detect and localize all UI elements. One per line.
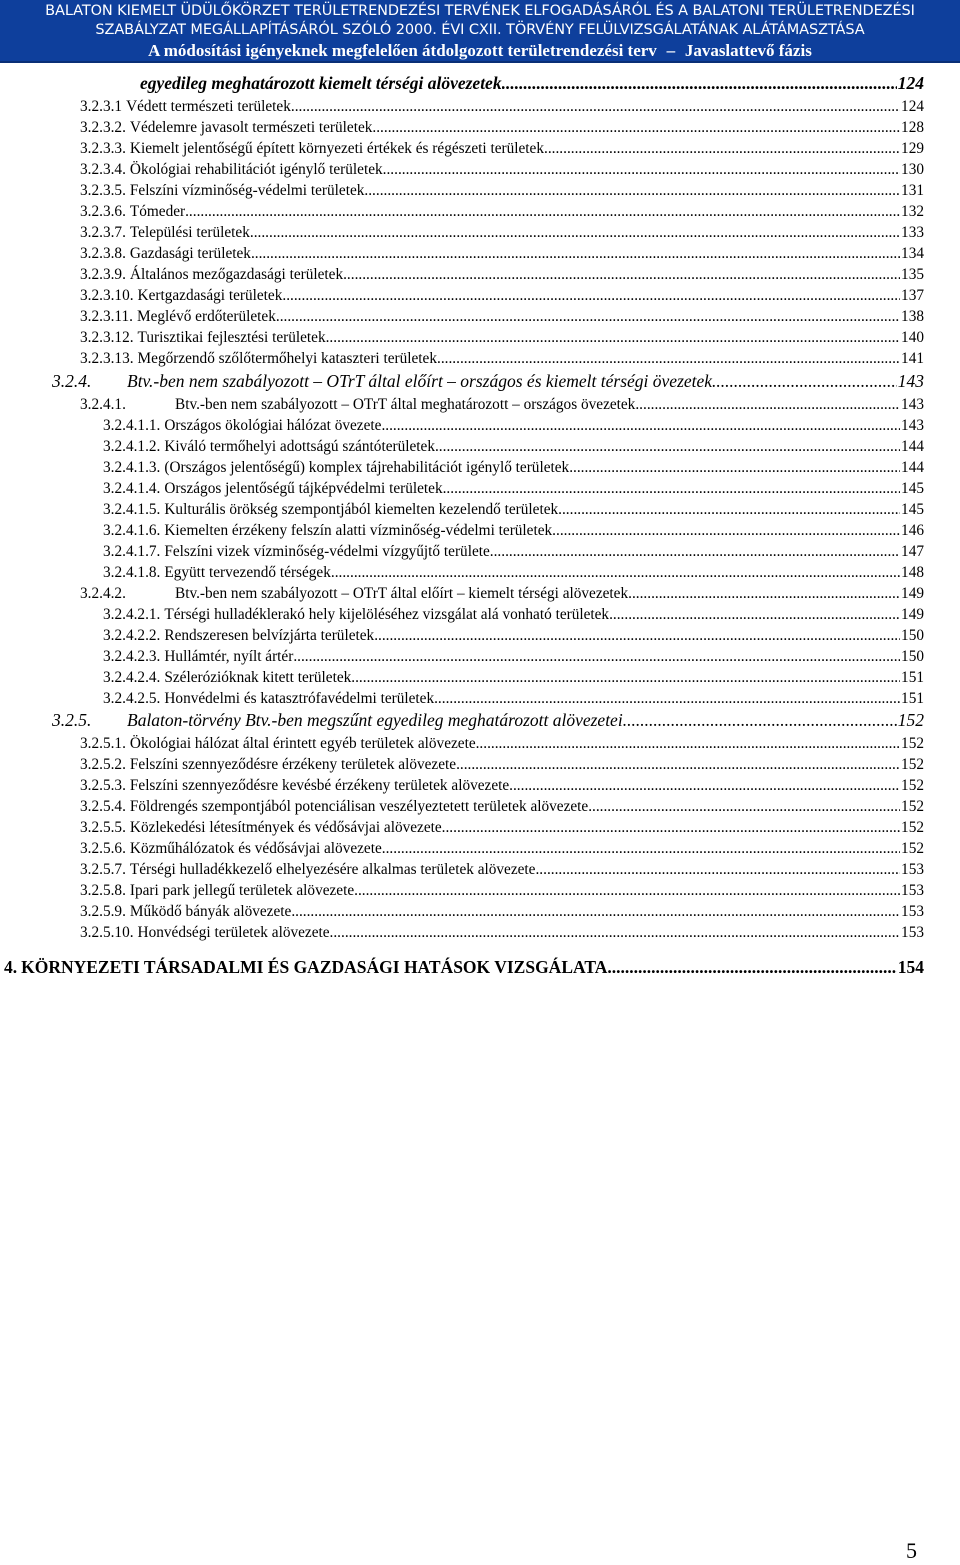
toc-entry-title: Országos jelentőségű tájképvédelmi területek bbox=[164, 480, 443, 497]
toc-leader-dots bbox=[185, 201, 900, 222]
toc-leader-dots bbox=[276, 306, 900, 327]
toc-entry-text bbox=[80, 817, 442, 838]
toc-entry-text bbox=[80, 222, 250, 243]
toc-leader-dots bbox=[434, 688, 900, 709]
toc-entry-title: Felszíni szennyeződésre érzékeny területek alövezete bbox=[129, 756, 457, 773]
toc-leader-dots bbox=[437, 348, 900, 369]
toc-entry-text bbox=[4, 956, 607, 979]
toc-entry-page: 130 bbox=[901, 161, 924, 178]
toc-leader-dots bbox=[435, 436, 900, 457]
toc-entry-page: 145 bbox=[901, 501, 924, 518]
toc-entry-number: 3.2.4.2.5. bbox=[103, 690, 161, 707]
toc-entry-number: 3.2.5.4. bbox=[80, 798, 126, 815]
toc-entry-text bbox=[103, 499, 558, 520]
toc-entry-title: Védett természeti területek bbox=[126, 98, 291, 115]
toc-entry-page: 153 bbox=[901, 861, 924, 878]
toc-entry-number: 3.2.3.6. bbox=[80, 203, 126, 220]
toc-leader-dots bbox=[374, 625, 900, 646]
document-header bbox=[0, 0, 960, 63]
toc-entry[interactable] bbox=[103, 520, 924, 541]
toc-entry-text bbox=[80, 138, 544, 159]
toc-entry-number: 3.2.3.9. bbox=[80, 266, 126, 283]
toc-entry-number: 3.2.4.2.3. bbox=[103, 648, 161, 665]
toc-entry-title: Meglévő erdőterületek bbox=[136, 308, 276, 325]
toc-entry[interactable] bbox=[80, 394, 924, 415]
toc-entry-page: 124 bbox=[901, 98, 924, 115]
toc-entry-title: Közlekedési létesítmények és védősávjai alövezete bbox=[129, 819, 442, 836]
toc-entry-title: Térségi hulladéklerakó hely kijelöléséhez vizsgálat alá vonható területek bbox=[164, 606, 610, 623]
toc-entry-title: Turisztikai fejlesztési területek bbox=[137, 329, 326, 346]
toc-entry[interactable] bbox=[103, 667, 924, 688]
toc-leader-dots bbox=[502, 72, 897, 95]
toc-leader-dots bbox=[372, 117, 900, 138]
toc-entry-number: 3.2.3.10. bbox=[80, 287, 134, 304]
toc-entry[interactable] bbox=[80, 117, 924, 138]
toc-leader-dots bbox=[442, 817, 900, 838]
toc-leader-dots bbox=[456, 754, 900, 775]
toc-entry-page: 134 bbox=[901, 245, 924, 262]
toc-entry-title: Felszíni vízminőség-védelmi területek bbox=[129, 182, 365, 199]
page-number: 5 bbox=[906, 1538, 917, 1563]
toc-entry-number: 3.2.3.11. bbox=[80, 308, 133, 325]
toc-entry-text bbox=[103, 541, 490, 562]
toc-entry-text bbox=[80, 901, 291, 922]
toc-entry-number: 3.2.3.1 bbox=[80, 98, 123, 115]
toc-leader-dots bbox=[609, 604, 900, 625]
toc-entry-title: Balaton-törvény Btv.-ben megszűnt egyedileg meghatározott alövezetei bbox=[127, 710, 623, 730]
toc-entry-title: Együtt tervezendő térségek bbox=[164, 564, 331, 581]
toc-entry-text bbox=[80, 201, 185, 222]
toc-entry[interactable] bbox=[80, 817, 924, 838]
toc-leader-dots bbox=[569, 457, 900, 478]
toc-entry-page: 149 bbox=[901, 585, 924, 602]
toc-entry-text bbox=[80, 264, 343, 285]
toc-entry-number: 3.2.5.2. bbox=[80, 756, 126, 773]
toc-entry-text bbox=[103, 562, 331, 583]
toc-leader-dots bbox=[607, 956, 896, 979]
toc-entry[interactable] bbox=[103, 436, 924, 457]
toc-entry-page: 124 bbox=[897, 73, 924, 93]
toc-entry-title: Közműhálózatok és védősávjai alövezete bbox=[129, 840, 382, 857]
toc-entry-page: 144 bbox=[901, 438, 924, 455]
toc-leader-dots bbox=[326, 327, 900, 348]
toc-entry-number: 3.2.3.12. bbox=[80, 329, 134, 346]
toc-entry-title: Kertgazdasági területek bbox=[137, 287, 283, 304]
toc-entry-title: Országos ökológiai hálózat övezete bbox=[164, 417, 382, 434]
toc-entry-text bbox=[52, 370, 712, 393]
toc-entry-number: 3.2.3.13. bbox=[80, 350, 134, 367]
toc-leader-dots bbox=[364, 180, 900, 201]
toc-entry-title: Általános mezőgazdasági területek bbox=[129, 266, 344, 283]
toc-entry-number: 4. bbox=[4, 957, 18, 977]
toc-entry[interactable] bbox=[103, 688, 924, 709]
toc-entry-title: Szélerózióknak kitett területek bbox=[164, 669, 352, 686]
toc-entry-number: 3.2.5.3. bbox=[80, 777, 126, 794]
toc-entry-number: 3.2.5.7. bbox=[80, 861, 126, 878]
toc-entry-page: 154 bbox=[897, 957, 924, 977]
toc-entry-text bbox=[103, 667, 351, 688]
toc-entry-page: 143 bbox=[901, 417, 924, 434]
toc-entry-title: Gazdasági területek bbox=[129, 245, 251, 262]
toc-entry-page: 148 bbox=[901, 564, 924, 581]
toc-entry-text bbox=[103, 520, 552, 541]
toc-entry-text bbox=[80, 796, 588, 817]
toc-leader-dots bbox=[331, 562, 900, 583]
toc-entry-page: 140 bbox=[901, 329, 924, 346]
toc-entry-text bbox=[80, 285, 282, 306]
toc-leader-dots bbox=[623, 709, 897, 732]
toc-entry[interactable] bbox=[80, 180, 924, 201]
toc-entry[interactable] bbox=[80, 733, 924, 754]
toc-entry-title: egyedileg meghatározott kiemelt térségi alövezetek bbox=[140, 73, 502, 93]
toc-entry[interactable] bbox=[80, 859, 924, 880]
toc-entry-text bbox=[80, 159, 383, 180]
toc-entry-title: Kiemelten érzékeny felszín alatti vízminőség-védelmi területek bbox=[164, 522, 553, 539]
toc-entry-title: Btv.-ben nem szabályozott – OTrT által meghatározott – országos övezetek bbox=[175, 396, 636, 413]
toc-entry-title: Felszíni szennyeződésre kevésbé érzékeny területek alövezete bbox=[129, 777, 510, 794]
toc-entry-title: (Országos jelentőségű) komplex tájrehabilitációt igénylő területek bbox=[164, 459, 570, 476]
toc-entry-page: 144 bbox=[901, 459, 924, 476]
toc-entry[interactable] bbox=[80, 775, 924, 796]
header-line-3 bbox=[0, 40, 960, 61]
toc-entry-text bbox=[80, 754, 456, 775]
toc-entry-page: 143 bbox=[897, 371, 924, 391]
toc-leader-dots bbox=[354, 880, 900, 901]
header-plan-title: A módosítási igényeknek megfelelően átdolgozott területrendezési terv bbox=[148, 41, 657, 60]
header-phase: Javaslattevő fázis bbox=[684, 41, 812, 60]
toc-leader-dots bbox=[552, 520, 900, 541]
toc-entry-title: Btv.-ben nem szabályozott – OTrT által előírt – kiemelt térségi alövezetek bbox=[175, 585, 629, 602]
toc-entry[interactable] bbox=[80, 264, 924, 285]
toc-entry-text bbox=[80, 775, 509, 796]
toc-entry-number: 3.2.4.1.5. bbox=[103, 501, 161, 518]
toc-entry-number: 3.2.5.6. bbox=[80, 840, 126, 857]
toc-entry-page: 152 bbox=[897, 710, 924, 730]
toc-entry[interactable] bbox=[80, 754, 924, 775]
toc-entry-page: 153 bbox=[901, 903, 924, 920]
toc-entry[interactable] bbox=[103, 499, 924, 520]
toc-entry-text bbox=[80, 327, 326, 348]
toc-entry-page: 152 bbox=[901, 777, 924, 794]
toc-entry[interactable] bbox=[80, 222, 924, 243]
toc-entry-page: 149 bbox=[901, 606, 924, 623]
toc-entry-page: 153 bbox=[901, 924, 924, 941]
toc-entry-title: Megőrzendő szőlőtermőhelyi kataszteri területek bbox=[137, 350, 437, 367]
toc-leader-dots bbox=[558, 499, 900, 520]
toc-entry-title: Honvédelmi és katasztrófavédelmi területek bbox=[164, 690, 435, 707]
toc-entry-title: Kulturális örökség szempontjából kiemelten kezelendő területek bbox=[164, 501, 559, 518]
toc-entry-text bbox=[80, 243, 251, 264]
toc-entry-text bbox=[103, 625, 374, 646]
toc-leader-dots bbox=[351, 667, 900, 688]
toc-entry-number: 3.2.4.1.4. bbox=[103, 480, 161, 497]
toc-entry-number: 3.2.3.8. bbox=[80, 245, 126, 262]
toc-entry-text bbox=[80, 838, 382, 859]
toc-entry[interactable] bbox=[80, 243, 924, 264]
toc-entry-page: 152 bbox=[901, 840, 924, 857]
toc-entry-title: Tómeder bbox=[129, 203, 186, 220]
toc-entry-page: 151 bbox=[901, 669, 924, 686]
toc-entry-title: Működő bányák alövezete bbox=[129, 903, 292, 920]
toc-entry-title: Védelemre javasolt természeti területek bbox=[129, 119, 373, 136]
toc-entry-page: 150 bbox=[901, 627, 924, 644]
header-separator: – bbox=[666, 41, 676, 60]
toc-entry-text bbox=[103, 478, 443, 499]
toc-entry[interactable] bbox=[52, 709, 924, 732]
toc-entry[interactable] bbox=[80, 796, 924, 817]
toc-entry[interactable] bbox=[103, 646, 924, 667]
toc-entry-title: Ökológiai hálózat által érintett egyéb területek alövezete bbox=[129, 735, 476, 752]
toc-entry-number: 3.2.4.1.7. bbox=[103, 543, 161, 560]
toc-entry-number: 3.2.4.1.3. bbox=[103, 459, 161, 476]
toc-entry[interactable] bbox=[80, 138, 924, 159]
toc-entry[interactable] bbox=[80, 348, 924, 369]
toc-entry-page: 150 bbox=[901, 648, 924, 665]
toc-entry-page: 151 bbox=[901, 690, 924, 707]
toc-leader-dots bbox=[282, 285, 900, 306]
toc-entry-text bbox=[80, 306, 276, 327]
toc-entry-number: 3.2.5. bbox=[52, 710, 92, 730]
toc-entry-text bbox=[80, 96, 291, 117]
toc-entry-page: 152 bbox=[901, 798, 924, 815]
toc-entry[interactable] bbox=[52, 370, 924, 393]
toc-entry-text bbox=[80, 180, 364, 201]
toc-entry-title: Btv.-ben nem szabályozott – OTrT által előírt – országos és kiemelt térségi övezetek bbox=[127, 371, 713, 391]
toc-entry-text bbox=[140, 72, 502, 95]
toc-entry-number: 3.2.4.2.2. bbox=[103, 627, 161, 644]
toc-entry-page: 146 bbox=[901, 522, 924, 539]
toc-entry-text bbox=[80, 117, 372, 138]
toc-entry-title: Kiváló termőhelyi adottságú szántóterületek bbox=[164, 438, 435, 455]
toc-leader-dots bbox=[476, 733, 900, 754]
toc-entry[interactable] bbox=[80, 306, 924, 327]
toc-entry-page: 152 bbox=[901, 819, 924, 836]
toc-entry-page: 141 bbox=[901, 350, 924, 367]
toc-entry-number: 3.2.4.2. bbox=[80, 585, 126, 602]
toc-leader-dots bbox=[330, 922, 901, 943]
toc-entry-number: 3.2.5.1. bbox=[80, 735, 126, 752]
toc-entry-page: 137 bbox=[901, 287, 924, 304]
toc-entry[interactable] bbox=[4, 956, 924, 979]
toc-entry-title: Ipari park jellegű területek alövezete bbox=[129, 882, 355, 899]
toc-entry[interactable] bbox=[103, 604, 924, 625]
toc-entry[interactable] bbox=[80, 201, 924, 222]
toc-leader-dots bbox=[293, 646, 900, 667]
toc-entry[interactable] bbox=[80, 880, 924, 901]
toc-entry[interactable] bbox=[103, 625, 924, 646]
toc-leader-dots bbox=[443, 478, 900, 499]
toc-entry-number: 3.2.5.10. bbox=[80, 924, 134, 941]
toc-entry-text bbox=[103, 688, 434, 709]
toc-entry-page: 133 bbox=[901, 224, 924, 241]
toc-leader-dots bbox=[635, 394, 900, 415]
toc-entry-number: 3.2.3.5. bbox=[80, 182, 126, 199]
toc-entry-text bbox=[103, 415, 381, 436]
toc-entry[interactable] bbox=[80, 838, 924, 859]
toc-leader-dots bbox=[291, 96, 900, 117]
toc-entry-text bbox=[103, 436, 435, 457]
toc-entry-number: 3.2.5.8. bbox=[80, 882, 126, 899]
toc-entry-title: Kiemelt jelentőségű épített környezeti értékek és régészeti területek bbox=[129, 140, 544, 157]
toc-entry-title: Honvédségi területek alövezete bbox=[137, 924, 330, 941]
toc-entry-page: 143 bbox=[901, 396, 924, 413]
toc-entry[interactable] bbox=[80, 901, 924, 922]
toc-entry-text bbox=[80, 733, 476, 754]
toc-entry-number: 3.2.4.2.4. bbox=[103, 669, 161, 686]
toc-entry[interactable] bbox=[80, 583, 924, 604]
toc-entry[interactable] bbox=[140, 72, 924, 95]
toc-leader-dots bbox=[544, 138, 900, 159]
toc-entry-title: Térségi hulladékkezelő elhelyezésére alkalmas területek alövezete bbox=[129, 861, 536, 878]
toc-entry-title: Települési területek bbox=[129, 224, 250, 241]
toc-entry[interactable] bbox=[103, 478, 924, 499]
toc-entry-page: 129 bbox=[901, 140, 924, 157]
toc-entry-title: Felszíni vizek vízminőség-védelmi vízgyűjtő területe bbox=[164, 543, 490, 560]
toc-entry[interactable] bbox=[80, 96, 924, 117]
toc-entry-number: 3.2.4. bbox=[52, 371, 92, 391]
toc-entry-number: 3.2.3.4. bbox=[80, 161, 126, 178]
toc-entry[interactable] bbox=[80, 327, 924, 348]
toc-entry-number: 3.2.4.2.1. bbox=[103, 606, 161, 623]
toc-entry-number: 3.2.3.2. bbox=[80, 119, 126, 136]
toc-entry-page: 152 bbox=[901, 756, 924, 773]
toc-entry-page: 153 bbox=[901, 882, 924, 899]
toc-leader-dots bbox=[628, 583, 900, 604]
toc-leader-dots bbox=[250, 222, 900, 243]
toc-leader-dots bbox=[251, 243, 900, 264]
toc-entry[interactable] bbox=[80, 285, 924, 306]
toc-entry-page: 131 bbox=[901, 182, 924, 199]
toc-leader-dots bbox=[381, 415, 900, 436]
toc-entry[interactable] bbox=[103, 541, 924, 562]
toc-entry-page: 145 bbox=[901, 480, 924, 497]
toc-entry-page: 135 bbox=[901, 266, 924, 283]
toc-entry-number: 3.2.3.7. bbox=[80, 224, 126, 241]
toc-entry-title: KÖRNYEZETI TÁRSADALMI ÉS GAZDASÁGI HATÁSOK VIZSGÁLATA bbox=[21, 957, 608, 977]
toc-entry-number: 3.2.5.9. bbox=[80, 903, 126, 920]
toc-entry[interactable] bbox=[103, 457, 924, 478]
toc-entry-number: 3.2.4.1.6. bbox=[103, 522, 161, 539]
toc-entry-title: Hullámtér, nyílt ártér bbox=[164, 648, 294, 665]
toc-leader-dots bbox=[588, 796, 900, 817]
toc-leader-dots bbox=[509, 775, 900, 796]
toc-entry-page: 138 bbox=[901, 308, 924, 325]
toc-entry-number: 3.2.4.1. bbox=[80, 396, 126, 413]
toc-entry[interactable] bbox=[103, 415, 924, 436]
toc-entry-text bbox=[80, 348, 437, 369]
toc-entry-title: Földrengés szempontjából potenciálisan veszélyeztetett területek alövezete bbox=[129, 798, 589, 815]
toc-entry-text bbox=[80, 859, 535, 880]
toc-entry-page: 132 bbox=[901, 203, 924, 220]
toc-entry-number: 3.2.3.3. bbox=[80, 140, 126, 157]
toc-entry[interactable] bbox=[80, 159, 924, 180]
toc-leader-dots bbox=[383, 159, 900, 180]
toc-entry-number: 3.2.4.1.8. bbox=[103, 564, 161, 581]
toc-entry-page: 152 bbox=[901, 735, 924, 752]
toc-entry-title: Rendszeresen belvízjárta területek bbox=[164, 627, 375, 644]
toc-entry-text bbox=[80, 922, 330, 943]
header-line-2: SZABÁLYZAT MEGÁLLAPÍTÁSÁRÓL SZÓLÓ 2000. ÉVI CXII. TÖRVÉNY FELÜLVIZSGÁLATÁNAK ALÁTÁMASZTÁSA bbox=[95, 22, 865, 38]
toc-entry-text bbox=[80, 394, 635, 415]
toc-leader-dots bbox=[291, 901, 900, 922]
toc-leader-dots bbox=[382, 838, 900, 859]
toc-leader-dots bbox=[712, 370, 897, 393]
toc-entry[interactable] bbox=[103, 562, 924, 583]
toc-entry-text bbox=[52, 709, 623, 732]
toc-entry-text bbox=[103, 457, 569, 478]
header-line-1: BALATON KIEMELT ÜDÜLŐKÖRZET TERÜLETRENDEZÉSI TERVÉNEK ELFOGADÁSÁRÓL ÉS A BALATONI TERÜLETRENDEZÉSI bbox=[45, 3, 915, 19]
toc-leader-dots bbox=[490, 541, 900, 562]
toc-entry[interactable] bbox=[80, 922, 924, 943]
toc-leader-dots bbox=[343, 264, 900, 285]
toc-entry-page: 147 bbox=[901, 543, 924, 560]
toc-leader-dots bbox=[535, 859, 900, 880]
toc-entry-page: 128 bbox=[901, 119, 924, 136]
toc-entry-number: 3.2.5.5. bbox=[80, 819, 126, 836]
toc-entry-text bbox=[80, 583, 628, 604]
toc-entry-text bbox=[103, 646, 293, 667]
toc-entry-title: Ökológiai rehabilitációt igénylő területek bbox=[129, 161, 383, 178]
toc-entry-text bbox=[80, 880, 354, 901]
toc-entry-number: 3.2.4.1.2. bbox=[103, 438, 161, 455]
toc-entry-text bbox=[103, 604, 609, 625]
toc-entry-number: 3.2.4.1.1. bbox=[103, 417, 161, 434]
